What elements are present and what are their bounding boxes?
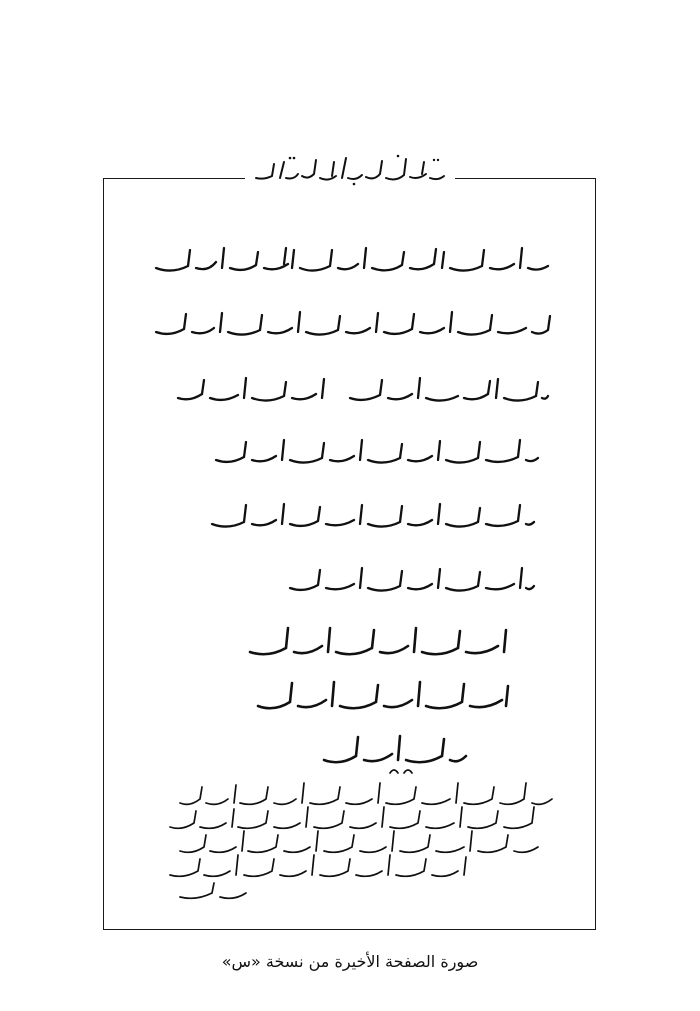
manuscript-line [152, 304, 552, 344]
manuscript-line [286, 560, 536, 600]
manuscript-line [152, 240, 552, 280]
manuscript-line [208, 496, 538, 536]
manuscript-line [246, 622, 516, 662]
library-header [0, 148, 700, 192]
manuscript-line [174, 370, 550, 410]
manuscript-line [320, 730, 470, 770]
page-caption: صورة الصفحة الأخيرة من نسخة «س» [221, 952, 479, 971]
manuscript-body [150, 230, 550, 810]
header-rule-right [455, 178, 520, 179]
colophon-script-drawing [140, 765, 560, 905]
seal-script-drawing [250, 150, 450, 190]
manuscript-line [212, 432, 542, 472]
library-seal-calligraphy [245, 148, 455, 192]
colophon-handwritten-note [140, 765, 560, 905]
manuscript-line [254, 676, 514, 716]
header-rule-left [172, 178, 237, 179]
